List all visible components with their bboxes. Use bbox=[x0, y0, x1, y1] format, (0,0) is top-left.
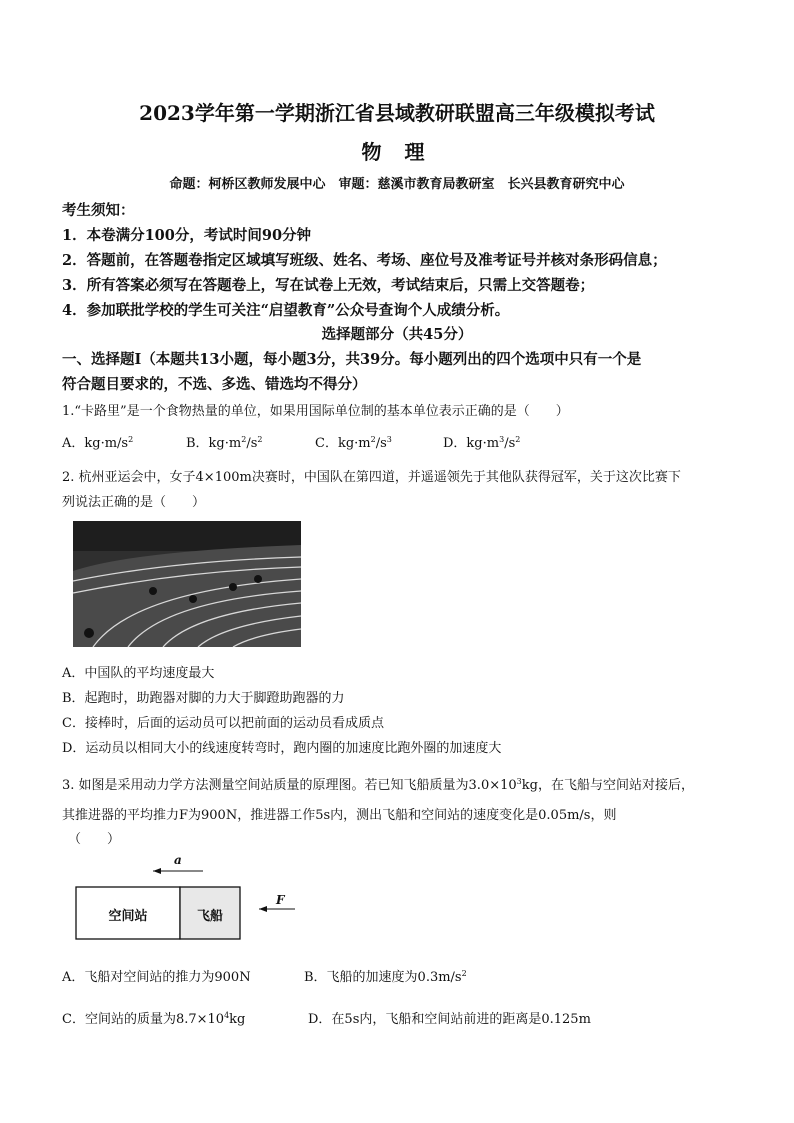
track-photo bbox=[73, 521, 301, 647]
notice-item: 3．所有答案必须写在答题卷上，写在试卷上无效，考试结束后，只需上交答题卷； bbox=[62, 277, 595, 294]
q3-option-d: D．在5s内，飞船和空间站前进的距离是0.125m bbox=[308, 1012, 591, 1027]
q2-option-c: C．接棒时，后面的运动员可以把前面的运动员看成质点 bbox=[62, 716, 384, 731]
q1-stem: 1.“卡路里”是一个食物热量的单位，如果用国际单位制的基本单位表示正确的是（ ） bbox=[62, 404, 569, 419]
q3-stem: 3. 如图是采用动力学方法测量空间站质量的原理图。若已知飞船质量为$3.0\times 10^3kg$，在飞船与空间站对接后， bbox=[62, 777, 694, 793]
notice-heading: 考生须知： bbox=[62, 202, 135, 219]
q2-stem: 列说法正确的是（ ） bbox=[62, 495, 206, 510]
section-instruction: 符合题目要求的，不选、多选、错选均不得分） bbox=[62, 376, 367, 393]
notice-item: 2．答题前，在答题卷指定区域填写班级、姓名、考场、座位号及准考证号并核对条形码信息； bbox=[62, 252, 667, 269]
notice-item: 4．参加联批学校的学生可关注“启望教育”公众号查询个人成绩分析。 bbox=[62, 302, 510, 319]
section-instruction: 一、选择题Ⅰ（本题共13小题，每小题3分，共39分。每小题列出的四个选项中只有一个是 bbox=[62, 351, 642, 368]
space-station-label: 空间站 bbox=[108, 909, 148, 924]
q1-option-d: D．$kg\cdot m^3/s^2$ bbox=[443, 435, 521, 451]
q2-option-a: A．中国队的平均速度最大 bbox=[62, 666, 215, 681]
subject-title: 物 理 bbox=[361, 140, 433, 164]
q3-diagram bbox=[73, 855, 313, 947]
force-label: F bbox=[276, 893, 285, 907]
acceleration-label: a bbox=[174, 853, 182, 867]
q3-stem: （ ） bbox=[68, 832, 121, 847]
q1-option-c: C．$kg\cdot m^2/s^3$ bbox=[315, 435, 392, 451]
q2-option-b: B．起跑时，助跑器对脚的力大于脚蹬助跑器的力 bbox=[62, 691, 345, 706]
notice-item: 1．本卷满分100分，考试时间90分钟 bbox=[62, 227, 312, 244]
q3-option-c: C．空间站的质量为$8.7\times 10^4kg$ bbox=[62, 1011, 246, 1027]
q3-stem: 其推进器的平均推力F为900N，推进器工作5s内，测出飞船和空间站的速度变化是0.05m/s，则 bbox=[62, 808, 617, 823]
spaceship-label: 飞船 bbox=[196, 909, 223, 924]
authors-line: 命题：柯桥区教师发展中心 审题：慈溪市教育局教研室 长兴县教育研究中心 bbox=[169, 177, 625, 192]
q3-option-a: A．飞船对空间站的推力为900N bbox=[62, 970, 251, 985]
q1-option-a: A．$kg\cdot m/s^2$ bbox=[62, 435, 134, 451]
q2-option-d: D．运动员以相同大小的线速度转弯时，跑内圈的加速度比跑外圈的加速度大 bbox=[62, 741, 502, 756]
q1-option-b: B．$kg\cdot m^2/s^2$ bbox=[186, 435, 263, 451]
exam-title: 2023学年第一学期浙江省县域教研联盟高三年级模拟考试 bbox=[139, 101, 655, 125]
q3-option-b: B．飞船的加速度为$0.3m/s^2$ bbox=[304, 969, 467, 985]
section-title: 选择题部分（共45分） bbox=[321, 326, 473, 343]
q2-stem: 2. 杭州亚运会中，女子4×100m决赛时，中国队在第四道，并遥遥领先于其他队获得冠军，关于这次比赛下 bbox=[62, 470, 681, 485]
